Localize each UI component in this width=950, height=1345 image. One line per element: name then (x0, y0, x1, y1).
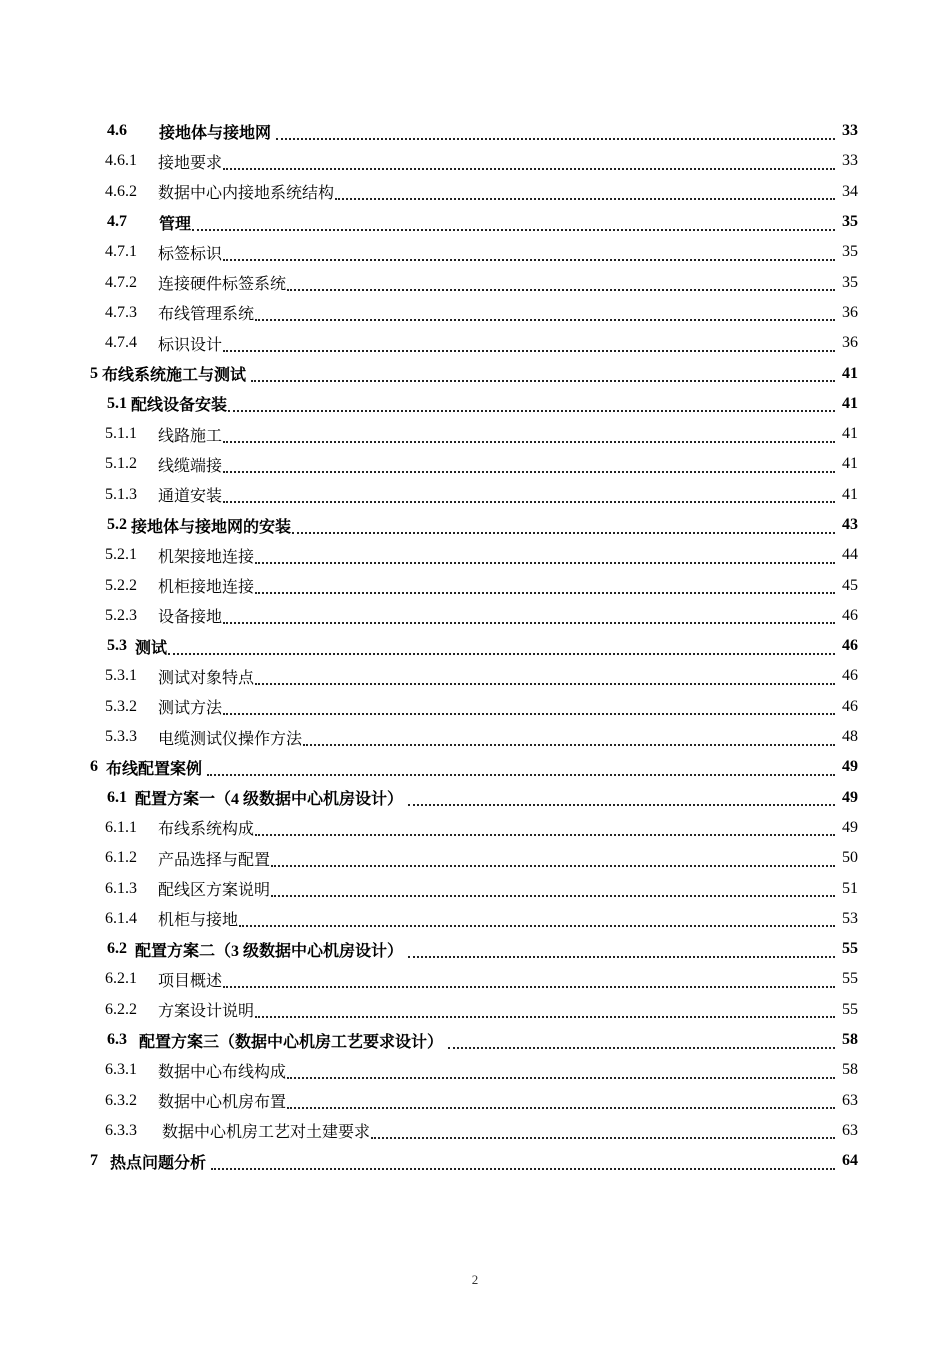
toc-entry-number: 5.2.3 (105, 606, 137, 624)
toc-entry-number: 5.1.1 (105, 425, 137, 443)
toc-entry-page: 41 (842, 394, 858, 412)
toc-entry-title: 数据中心机房工艺对土建要求 (158, 1124, 371, 1142)
toc-entry-number: 6.3.1 (105, 1061, 137, 1079)
toc-entry-page: 63 (842, 1121, 858, 1139)
toc-leader-dots (223, 258, 835, 261)
toc-entry-title: 线缆端接 (158, 457, 223, 475)
toc-entry-page: 36 (842, 334, 858, 352)
toc-entry-title: 配置方案一（4 级数据中心机房设计） (135, 791, 408, 809)
toc-entry[interactable] (0, 1086, 950, 1116)
toc-entry-title: 机柜与接地 (158, 912, 239, 930)
toc-entry-page: 35 (842, 213, 858, 231)
toc-leader-dots (276, 137, 835, 140)
toc-entry-number: 5.2.1 (105, 546, 137, 564)
toc-entry-page: 64 (842, 1152, 858, 1170)
toc-entry-number: 6.2 (107, 940, 135, 958)
toc-entry-page: 55 (842, 970, 858, 988)
toc-entry-page: 51 (842, 879, 858, 897)
toc-leader-dots (408, 803, 835, 806)
toc-entry-page: 46 (842, 606, 858, 624)
toc-entry-number: 5.1.2 (105, 455, 137, 473)
toc-leader-dots (192, 228, 835, 231)
toc-entry-title: 测试对象特点 (158, 669, 255, 687)
toc-entry[interactable] (0, 419, 950, 449)
toc-entry-title: 布线系统施工与测试 (102, 367, 251, 385)
toc-entry-title: 管理 (159, 215, 192, 233)
toc-leader-dots (223, 712, 835, 715)
toc-entry-page: 34 (842, 182, 858, 200)
toc-entry-page: 44 (842, 546, 858, 564)
toc-entry-title: 布线管理系统 (158, 306, 255, 324)
toc-leader-dots (223, 470, 835, 473)
toc-entry-page: 58 (842, 1031, 858, 1049)
toc-entry-page: 35 (842, 243, 858, 261)
toc-entry[interactable] (0, 934, 950, 964)
toc-entry-number: 6.1.4 (105, 909, 137, 927)
toc-leader-dots (448, 1046, 835, 1049)
toc-entry[interactable] (0, 995, 950, 1025)
toc-leader-dots (255, 591, 835, 594)
toc-entry-title: 数据中心机房布置 (158, 1094, 287, 1112)
toc-entry-number: 5.3.3 (105, 728, 137, 746)
toc-entry[interactable] (0, 570, 950, 600)
toc-entry[interactable] (0, 1146, 950, 1176)
toc-entry-page: 33 (842, 152, 858, 170)
toc-entry-title: 数据中心内接地系统结构 (158, 185, 335, 203)
toc-entry-number: 4.7.1 (105, 243, 137, 261)
toc-entry-page: 33 (842, 122, 858, 140)
toc-entry-title: 设备接地 (158, 609, 223, 627)
toc-entry[interactable] (0, 207, 950, 237)
toc-entry-title: 配线区方案说明 (158, 882, 271, 900)
toc-entry-number: 6.1.2 (105, 849, 137, 867)
toc-entry[interactable] (0, 177, 950, 207)
toc-entry-number: 6.1 (107, 788, 135, 806)
toc-leader-dots (223, 500, 835, 503)
toc-entry-title: 测试 (135, 639, 168, 657)
toc-entry-number: 4.6.1 (105, 152, 137, 170)
toc-entry-number: 4.7.3 (105, 303, 137, 321)
toc-leader-dots (271, 894, 835, 897)
toc-entry-title: 接地体与接地网的安装 (131, 518, 292, 536)
toc-entry-number: 4.6 (107, 122, 127, 140)
toc-leader-dots (371, 1136, 835, 1139)
toc-entry-title: 数据中心布线构成 (158, 1063, 287, 1081)
toc-entry-page: 41 (842, 425, 858, 443)
toc-entry-page: 50 (842, 849, 858, 867)
toc-entry-page: 53 (842, 909, 858, 927)
toc-entry-title: 接地要求 (158, 154, 223, 172)
toc-entry-page: 48 (842, 728, 858, 746)
toc-entry[interactable] (0, 873, 950, 903)
toc-entry-number: 4.6.2 (105, 182, 137, 200)
toc-entry[interactable] (0, 328, 950, 358)
toc-leader-dots (287, 288, 835, 291)
toc-entry-number: 6.3.2 (105, 1091, 137, 1109)
toc-entry-page: 36 (842, 303, 858, 321)
toc-entry-page: 41 (842, 364, 858, 382)
toc-leader-dots (408, 955, 835, 958)
toc-leader-dots (255, 561, 835, 564)
toc-entry-number: 5.2 (107, 516, 131, 533)
toc-entry-number: 7 (90, 1152, 110, 1170)
toc-entry[interactable] (0, 389, 950, 419)
toc-entry-title: 项目概述 (158, 972, 223, 990)
toc-entry-title: 布线系统构成 (158, 821, 255, 839)
toc-entry-page: 49 (842, 788, 858, 806)
toc-entry-title: 连接硬件标签系统 (158, 276, 287, 294)
toc-entry-number: 6.2.1 (105, 970, 137, 988)
toc-entry[interactable] (0, 661, 950, 691)
toc-entry-title: 配置方案二（3 级数据中心机房设计） (135, 942, 408, 960)
toc-entry[interactable] (0, 540, 950, 570)
toc-entry-title: 接地体与接地网 (159, 124, 276, 142)
toc-leader-dots (251, 379, 835, 382)
toc-leader-dots (255, 682, 835, 685)
toc-entry-title: 测试方法 (158, 700, 223, 718)
toc-entry[interactable] (0, 692, 950, 722)
toc-entry-title: 配线设备安装 (131, 397, 228, 415)
toc-entry-title: 通道安装 (158, 488, 223, 506)
toc-entry-page: 58 (842, 1061, 858, 1079)
toc-entry-number: 5.3 (107, 637, 135, 655)
toc-leader-dots (287, 1106, 835, 1109)
toc-leader-dots (255, 833, 835, 836)
toc-leader-dots (287, 1076, 835, 1079)
toc-entry-page: 45 (842, 576, 858, 594)
toc-entry[interactable] (0, 752, 950, 782)
toc-entry[interactable] (0, 631, 950, 661)
toc-leader-dots (271, 864, 835, 867)
toc-entry[interactable] (0, 601, 950, 631)
toc-entry[interactable] (0, 722, 950, 752)
toc-leader-dots (303, 743, 835, 746)
toc-entry-title: 标签标识 (158, 245, 223, 263)
toc-entry-number: 6.1.1 (105, 818, 137, 836)
toc-entry-page: 41 (842, 485, 858, 503)
toc-entry-number: 5 (90, 364, 102, 382)
toc-leader-dots (239, 924, 835, 927)
toc-entry-title: 电缆测试仪操作方法 (158, 730, 303, 748)
toc-entry-number: 4.7 (107, 213, 127, 231)
toc-entry[interactable] (0, 783, 950, 813)
toc-leader-dots (223, 440, 835, 443)
toc-entry-title: 机架接地连接 (158, 548, 255, 566)
toc-entry-page: 49 (842, 818, 858, 836)
table-of-contents (0, 116, 950, 1176)
toc-entry-page: 63 (842, 1091, 858, 1109)
toc-leader-dots (168, 652, 835, 655)
toc-entry-title: 热点问题分析 (110, 1154, 211, 1172)
toc-entry[interactable] (0, 964, 950, 994)
toc-leader-dots (223, 621, 835, 624)
toc-entry-title: 方案设计说明 (158, 1003, 255, 1021)
toc-entry-number: 5.2.2 (105, 576, 137, 594)
toc-entry[interactable] (0, 1055, 950, 1085)
toc-entry-title: 线路施工 (158, 427, 223, 445)
toc-entry-number: 6.3 (107, 1031, 139, 1049)
toc-leader-dots (223, 349, 835, 352)
toc-entry[interactable] (0, 1116, 950, 1146)
toc-entry-page: 49 (842, 758, 858, 776)
toc-entry-number: 4.7.2 (105, 273, 137, 291)
toc-entry[interactable] (0, 358, 950, 388)
toc-entry-page: 43 (842, 516, 858, 533)
toc-entry[interactable] (0, 480, 950, 510)
toc-entry-title: 布线配置案例 (106, 760, 207, 778)
toc-entry[interactable] (0, 298, 950, 328)
toc-leader-dots (255, 318, 835, 321)
toc-entry-number: 5.1.3 (105, 485, 137, 503)
toc-entry-title: 机柜接地连接 (158, 579, 255, 597)
toc-entry-number: 5.3.2 (105, 697, 137, 715)
toc-leader-dots (335, 197, 835, 200)
toc-leader-dots (223, 985, 835, 988)
toc-entry-number: 6.3.3 (105, 1121, 137, 1139)
toc-entry[interactable] (0, 116, 950, 146)
toc-entry[interactable] (0, 510, 950, 540)
toc-entry-page: 35 (842, 273, 858, 291)
toc-entry-page: 46 (842, 637, 858, 655)
toc-leader-dots (211, 1167, 835, 1170)
page-number: 2 (471, 1272, 479, 1287)
toc-leader-dots (228, 409, 835, 412)
toc-entry[interactable] (0, 267, 950, 297)
toc-entry-page: 46 (842, 667, 858, 685)
toc-entry-page: 55 (842, 940, 858, 958)
toc-entry-page: 55 (842, 1000, 858, 1018)
toc-entry-number: 6 (90, 758, 106, 776)
toc-entry-title: 标识设计 (158, 336, 223, 354)
toc-entry-title: 产品选择与配置 (158, 851, 271, 869)
toc-entry[interactable] (0, 843, 950, 873)
toc-leader-dots (207, 773, 835, 776)
toc-entry[interactable] (0, 813, 950, 843)
toc-entry[interactable] (0, 237, 950, 267)
toc-leader-dots (292, 531, 835, 534)
toc-entry[interactable] (0, 146, 950, 176)
toc-leader-dots (255, 1015, 835, 1018)
toc-leader-dots (223, 167, 835, 170)
toc-entry-number: 6.1.3 (105, 879, 137, 897)
toc-entry-number: 6.2.2 (105, 1000, 137, 1018)
toc-entry-page: 41 (842, 455, 858, 473)
toc-entry[interactable] (0, 449, 950, 479)
toc-entry-number: 4.7.4 (105, 334, 137, 352)
toc-entry[interactable] (0, 1025, 950, 1055)
toc-entry-number: 5.3.1 (105, 667, 137, 685)
toc-entry-page: 46 (842, 697, 858, 715)
toc-entry-title: 配置方案三（数据中心机房工艺要求设计） (139, 1033, 448, 1051)
toc-entry-number: 5.1 (107, 394, 131, 412)
toc-entry[interactable] (0, 904, 950, 934)
